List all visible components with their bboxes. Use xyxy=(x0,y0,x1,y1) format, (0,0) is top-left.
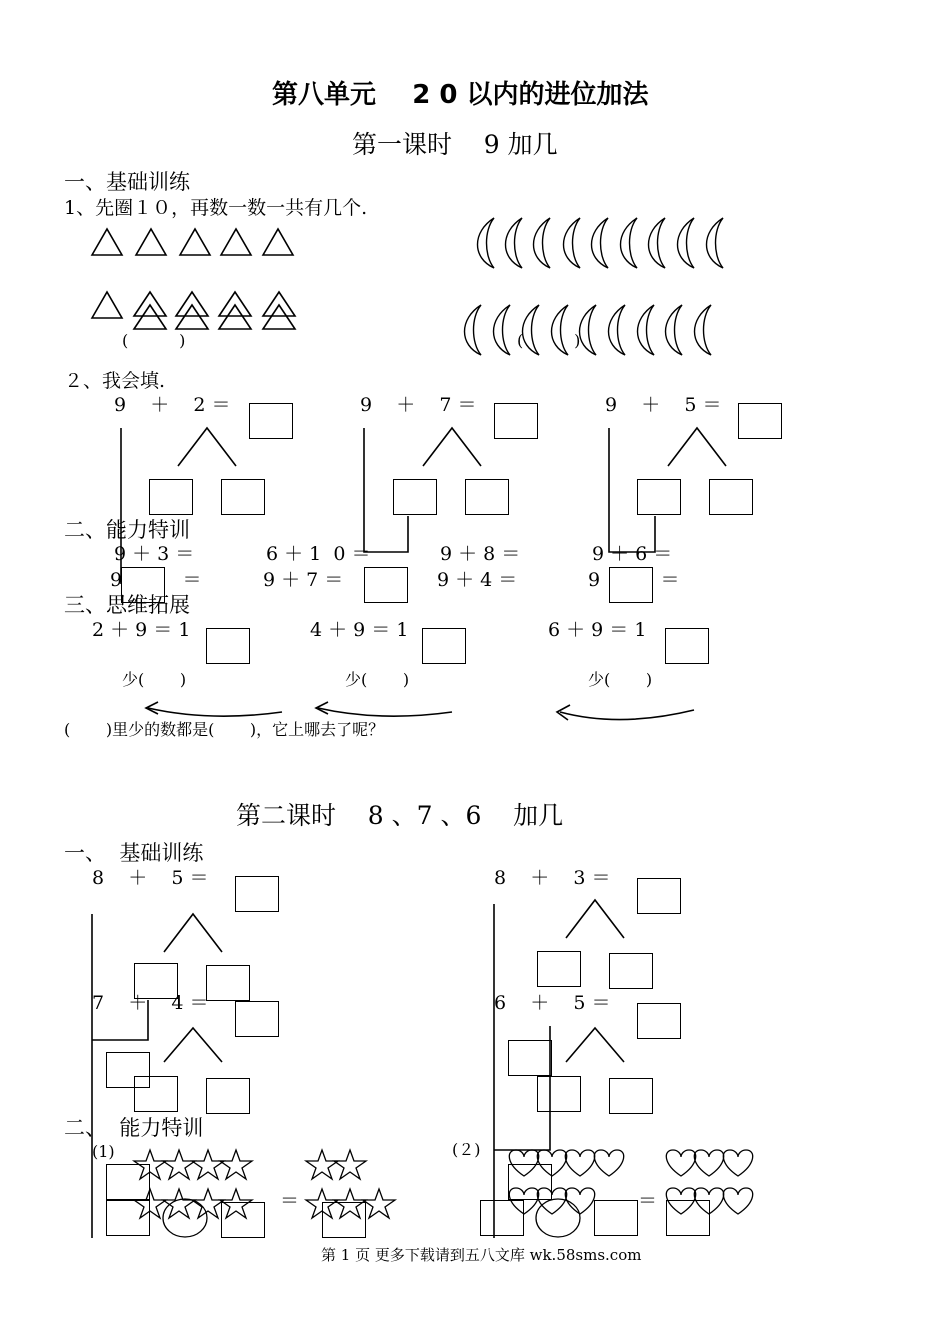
result-box[interactable] xyxy=(666,1200,710,1236)
split-box[interactable] xyxy=(609,953,653,989)
answer-box[interactable] xyxy=(364,567,408,603)
answer-box[interactable] xyxy=(738,403,782,439)
count-box[interactable] xyxy=(508,1164,552,1200)
lesson1-section1: 一、基础训练 xyxy=(64,170,190,194)
equation-9-plus-5: 9 ＋ 5 ＝ xyxy=(605,394,722,416)
answer-box[interactable] xyxy=(637,878,681,914)
lesson2-section1: 一、 基础训练 xyxy=(64,841,204,865)
answer-box[interactable] xyxy=(249,403,293,439)
practice-8: 9 ＝ xyxy=(588,569,680,591)
lesson2-section2: 二、 能力特训 xyxy=(64,1116,204,1140)
answer-paren-left: ( ) xyxy=(122,331,186,350)
equation-8-plus-5: 8 ＋ 5 ＝ xyxy=(92,867,209,889)
answer-box[interactable] xyxy=(494,403,538,439)
less-label-1: 少( ) xyxy=(122,670,187,689)
split-box[interactable] xyxy=(609,1078,653,1114)
lesson1-section2: 二、能力特训 xyxy=(64,518,190,542)
count-box[interactable] xyxy=(480,1200,524,1236)
equation-8-plus-3: 8 ＋ 3 ＝ xyxy=(494,867,611,889)
split-box[interactable] xyxy=(508,1040,552,1076)
practice-2: 6 ＋ 1 0 ＝ xyxy=(266,543,371,565)
answer-box[interactable] xyxy=(609,567,653,603)
split-box[interactable] xyxy=(537,1076,581,1112)
answer-box[interactable] xyxy=(665,628,709,664)
split-box[interactable] xyxy=(537,951,581,987)
split-box[interactable] xyxy=(221,479,265,515)
result-box[interactable] xyxy=(322,1202,366,1238)
lesson2-heading: 第二课时 8 、7 、6 加几 xyxy=(236,801,564,830)
equation-9-plus-2: 9 ＋ 2 ＝ xyxy=(114,394,231,416)
split-box[interactable] xyxy=(709,479,753,515)
split-box[interactable] xyxy=(637,479,681,515)
practice-4: 9 ＋ 6 ＝ xyxy=(592,543,673,565)
split-box[interactable] xyxy=(206,1078,250,1114)
answer-paren-right: ( ) xyxy=(517,331,581,350)
answer-box[interactable] xyxy=(235,876,279,912)
equation-6-plus-5: 6 ＋ 5 ＝ xyxy=(494,992,611,1014)
split-box[interactable] xyxy=(149,479,193,515)
count-box[interactable] xyxy=(106,1200,150,1236)
answer-box[interactable] xyxy=(637,1003,681,1039)
less-label-3: 少( ) xyxy=(588,670,653,689)
split-box[interactable] xyxy=(134,963,178,999)
count-box[interactable] xyxy=(106,1164,150,1200)
practice-6: 9 ＋ 7 ＝ xyxy=(263,569,344,591)
count-box[interactable] xyxy=(221,1202,265,1238)
part-2-label: (２) xyxy=(452,1140,481,1159)
question1: 1、先圈１０，再数一数一共有几个. xyxy=(64,197,368,219)
answer-box[interactable] xyxy=(422,628,466,664)
equals-sign: ＝ xyxy=(638,1190,658,1212)
practice-1: 9 ＋ 3 ＝ xyxy=(114,543,195,565)
practice-5: 9 ＝ xyxy=(110,569,202,591)
page-footer: 第 1 页 更多下载请到五八文库 wk.58sms.com xyxy=(321,1246,642,1264)
lesson1-heading: 第一课时 9 加几 xyxy=(352,130,558,159)
less-label-2: 少( ) xyxy=(345,670,410,689)
count-box[interactable] xyxy=(594,1200,638,1236)
reflection-question: ( )里少的数都是( )，它上哪去了呢？ xyxy=(64,720,385,739)
part-1-label: (1) xyxy=(92,1142,115,1161)
extension-3: 6 ＋ 9 ＝ 1 xyxy=(548,619,647,641)
practice-7: 9 ＋ 4 ＝ xyxy=(437,569,518,591)
question2: ２、我会填. xyxy=(64,370,166,392)
answer-box[interactable] xyxy=(235,1001,279,1037)
equation-7-plus-4: 7 ＋ 4 ＝ xyxy=(92,992,209,1014)
lesson1-section3: 三、思维拓展 xyxy=(64,593,190,617)
unit-title: 第八单元 2 0 以内的进位加法 xyxy=(272,80,649,110)
split-box[interactable] xyxy=(134,1076,178,1112)
extension-1: 2 ＋ 9 ＝ 1 xyxy=(92,619,191,641)
extension-2: 4 ＋ 9 ＝ 1 xyxy=(310,619,409,641)
equation-9-plus-7: 9 ＋ 7 ＝ xyxy=(360,394,477,416)
answer-box[interactable] xyxy=(206,628,250,664)
practice-3: 9 ＋ 8 ＝ xyxy=(440,543,521,565)
split-box[interactable] xyxy=(206,965,250,1001)
split-box[interactable] xyxy=(393,479,437,515)
split-box[interactable] xyxy=(465,479,509,515)
equals-sign: ＝ xyxy=(280,1190,300,1212)
